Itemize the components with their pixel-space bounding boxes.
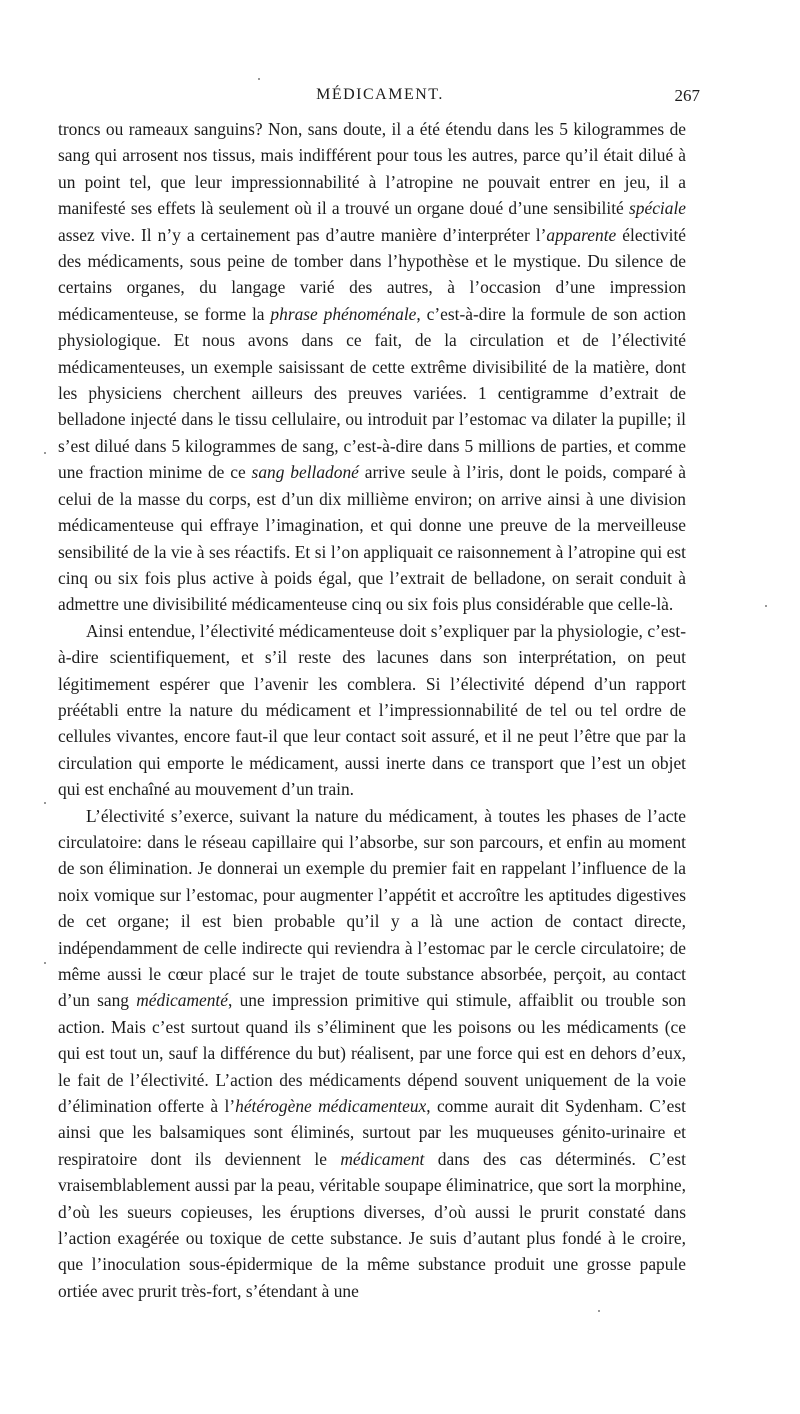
paragraph — [58, 618, 686, 803]
text-run: Ainsi entendue, l’électivité médicamenteuse doit s’expliquer par la physiologie, c’est-à-dire scientifiquement, et s’il reste des lacunes dans son interprétation, on peut légitimement espérer que l’avenir les comblera. Si l’électivité dépend d’un rapport préétabli entre la nature du médicament et l’impressionnabilité de tel ou tel ordre de cellules vivantes, encore faut-il que leur contact soit assuré, et il ne peut l’être que par la circulation qui emporte le médicament, aussi inerte dans ce transport que l’est un objet qui est enchaîné au mouvement d’un train. — [58, 620, 686, 800]
text-run: électivité des médicaments, sous peine de tomber dans l’hypothèse et le mystique. Du silence de certains organes, du langage varié des autres, à l’occasion d’une impression médicamenteuse, se forme la — [58, 224, 687, 324]
text-run: troncs ou rameaux sanguins? Non, sans doute, il a été étendu dans les 5 kilogrammes de sang qui arrosent nos tissus, mais indifférent pour tous les autres, parce qu’il était dilué à un point tel, que leur impressionnabilité à l’atropine ne pouvait entrer en jeu, il a manifesté ses effets là seulement où il a trouvé un organe doué d’une sensibilité — [58, 119, 686, 219]
paragraph — [58, 116, 686, 618]
italic-run: hétérogène médicamenteux — [235, 1096, 427, 1117]
text-run: , comme aurait dit Sydenham. C’est ainsi que les balsamiques sont éliminés, surtout par les muqueuses génito-urinaire et respiratoire dont ils deviennent le — [58, 1096, 686, 1169]
page-number: 267 — [674, 86, 700, 105]
scan-speck — [44, 452, 46, 454]
body-text — [58, 116, 686, 1304]
italic-run: médicament — [340, 1148, 425, 1169]
italic-run: sang belladoné — [251, 462, 359, 483]
italic-run: phrase phénoménale — [270, 303, 417, 324]
text-run: , une impression primitive qui stimule, affaiblit ou trouble son action. Mais c’est surtout quand ils s’éliminent que les poisons ou les médicaments (ce qui est tout un, sauf la différence du but) réalisent, par une force qui est en dehors d’eux, le fait de l’électivité. L’action des médicaments dépend souvent uniquement de la voie d’élimination offerte à l’ — [58, 990, 686, 1117]
scan-speck — [258, 78, 260, 80]
italic-run: spéciale — [629, 198, 686, 219]
italic-run: médicamenté — [136, 990, 228, 1011]
running-head — [60, 86, 700, 110]
italic-run: apparente — [546, 224, 617, 245]
text-run: dans des cas déterminés. C’est vraisemblablement aussi par la peau, véritable soupape éliminatrice, que sort la morphine, d’où les sueurs copieuses, les éruptions diverses, d’où aussi le prurit constaté dans l’action exagérée ou toxique de cette substance. Je suis d’autant plus fondé à le croire, que l’inoculation sous-épidermique de la même substance produit une grosse papule ortiée avec prurit très-fort, s’étendant à une — [58, 1148, 686, 1301]
text-run: L’électivité s’exerce, suivant la nature du médicament, à toutes les phases de l’acte circulatoire: dans le réseau capillaire qui l’absorbe, sur son parcours, et enfin au moment de son élimination. Je donnerai un exemple du premier fait en rappelant l’influence de la noix vomique sur l’estomac, pour augmenter l’appétit et accroître les aptitudes digestives de cet organe; il est bien probable qu’il y a là une action de contact directe, indépendamment de celle indirecte qui reviendra à l’estomac par le cercle circulatoire; de même aussi le cœur placé sur le trajet de toute substance absorbée, perçoit, au contact d’un sang — [58, 805, 686, 1011]
scan-speck — [44, 802, 46, 804]
text-run: arrive seule à l’iris, dont le poids, comparé à celui de la masse du corps, est d’un dix millième environ; on arrive ainsi à une division médicamenteuse qui effraye l’imagination, et qui donne une preuve de la merveilleuse sensibilité de la vie à ses réactifs. Et si l’on appliquait ce raisonnement à l’atropine qui est cinq ou six fois plus active à poids égal, que l’extrait de belladone, on serait conduit à admettre une divisibilité médicamenteuse cinq ou six fois plus considérable que celle-là. — [58, 462, 687, 615]
text-run: , c’est-à-dire la formule de son action physiologique. Et nous avons dans ce fait, de la circulation et de l’électivité médicamenteuses, un exemple saisissant de cette extrême divisibilité de la matière, dont les physiciens cherchent ailleurs des preuves variées. 1 centigramme d’extrait de belladone injecté dans le tissu cellulaire, ou introduit par l’estomac va dilater la pupille; il s’est dilué dans 5 kilogrammes de sang, c’est-à-dire dans 5 millions de parties, et comme une fraction minime de ce — [58, 303, 686, 483]
chapter-title: MÉDICAMENT. — [316, 86, 444, 103]
scan-speck — [44, 962, 46, 964]
text-run: assez vive. Il n’y a certainement pas d’autre manière d’interpréter l’ — [58, 224, 547, 245]
paragraph — [58, 803, 686, 1305]
scan-speck — [598, 1310, 600, 1312]
scan-speck — [765, 605, 767, 607]
